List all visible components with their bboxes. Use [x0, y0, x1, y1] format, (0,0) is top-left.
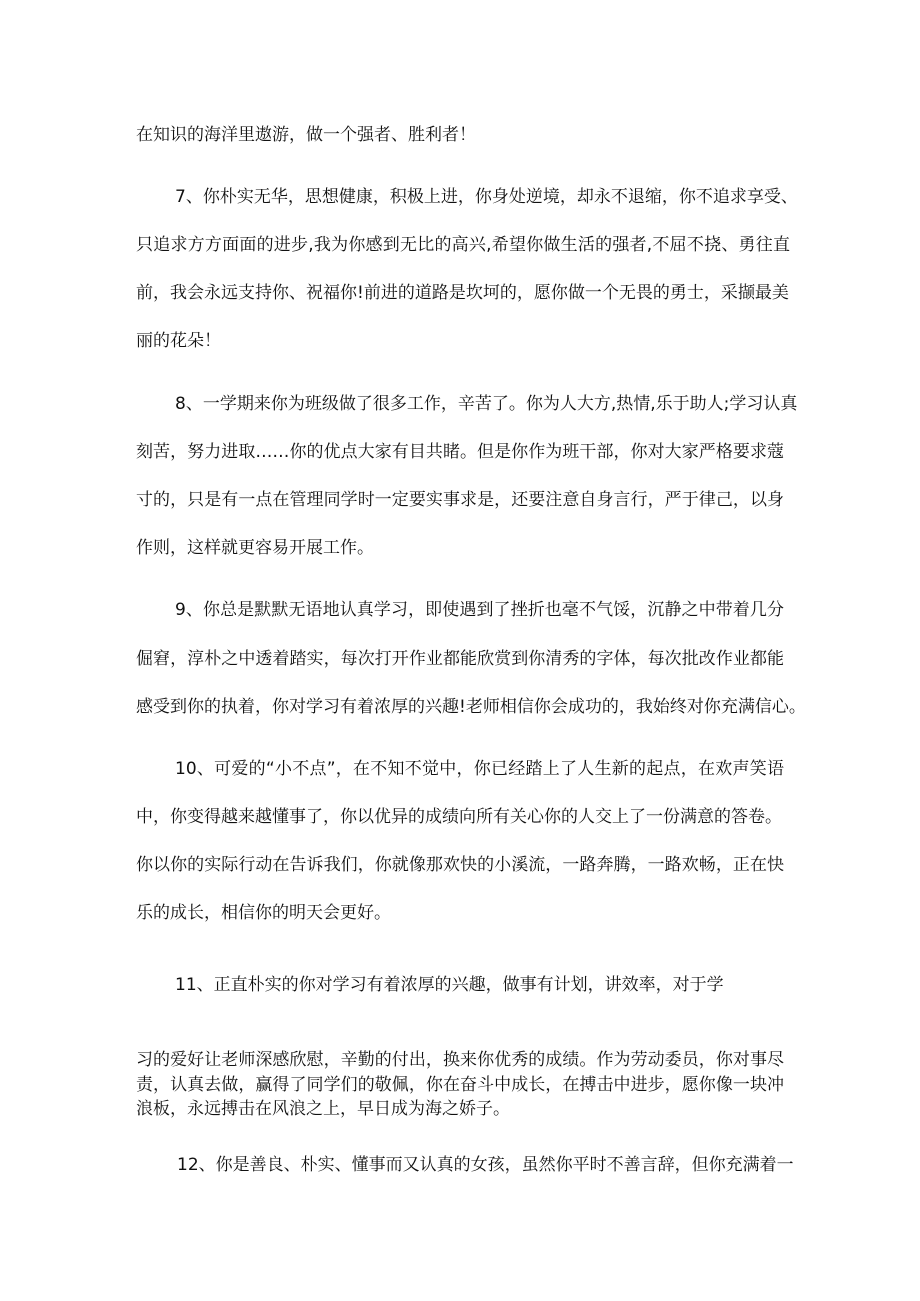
text-line: 在知识的海洋里遨游，做一个强者、胜利者！: [136, 125, 476, 145]
text-line: 刻苦，努力进取……你的优点大家有目共睹。但是你作为班干部，你对大家严格要求蔻: [136, 442, 784, 462]
text-line: 倔窘，淳朴之中透着踏实，每次打开作业都能欣赏到你清秀的字体，每次批改作业都能: [136, 649, 784, 669]
text-line: 习的爱好让老师深感欣慰，辛勤的付出，换来你优秀的成绩。作为劳动委员，你对事尽: [136, 1050, 784, 1070]
text-line: 感受到你的执着，你对学习有着浓厚的兴趣!老师相信你会成功的，我始终对你充满信心。: [136, 697, 806, 717]
text-line: 9、你总是默默无语地认真学习，即使遇到了挫折也毫不气馁，沉静之中带着几分: [175, 600, 784, 620]
text-line: 11、正直朴实的你对学习有着浓厚的兴趣，做事有计划，讲效率，对于学: [175, 975, 724, 995]
text-line: 责，认真去做，赢得了同学们的敬佩，你在奋斗中成长，在搏击中进步，愿你像一块冲: [136, 1075, 784, 1095]
text-line: 你以你的实际行动在告诉我们，你就像那欢快的小溪流，一路奔腾，一路欢畅，正在快: [136, 855, 784, 875]
text-line: 12、你是善良、朴实、懂事而又认真的女孩，虽然你平时不善言辞，但你充满着一: [177, 1155, 794, 1175]
text-line: 乐的成长，相信你的明天会更好。: [136, 903, 391, 923]
text-line: 只追求方方面面的进步,我为你感到无比的高兴,希望你做生活的强者,不屈不挠、勇往直: [136, 235, 790, 255]
text-line: 丽的花朵！: [136, 331, 221, 351]
text-line: 作则，这样就更容易开展工作。: [136, 538, 374, 558]
text-line: 浪板，永远搏击在风浪之上，早日成为海之娇子。: [136, 1099, 510, 1119]
text-line: 10、可爱的“小不点”，在不知不觉中，你已经踏上了人生新的起点，在欢声笑语: [175, 759, 784, 779]
text-line: 寸的，只是有一点在管理同学时一定要实事求是，还要注意自身言行，严于律己，以身: [136, 490, 784, 510]
text-line: 7、你朴实无华，思想健康，积极上进，你身处逆境，却永不退缩，你不追求享受、: [175, 187, 798, 207]
text-line: 中，你变得越来越懂事了，你以优异的成绩向所有关心你的人交上了一份满意的答卷。: [136, 807, 782, 827]
text-line: 前，我会永远支持你、祝福你!前进的道路是坎坷的，愿你做一个无畏的勇士，采撷最美: [136, 283, 789, 303]
text-line: 8、一学期来你为班级做了很多工作，辛苦了。你为人大方,热情,乐于助人;学习认真: [175, 394, 798, 414]
